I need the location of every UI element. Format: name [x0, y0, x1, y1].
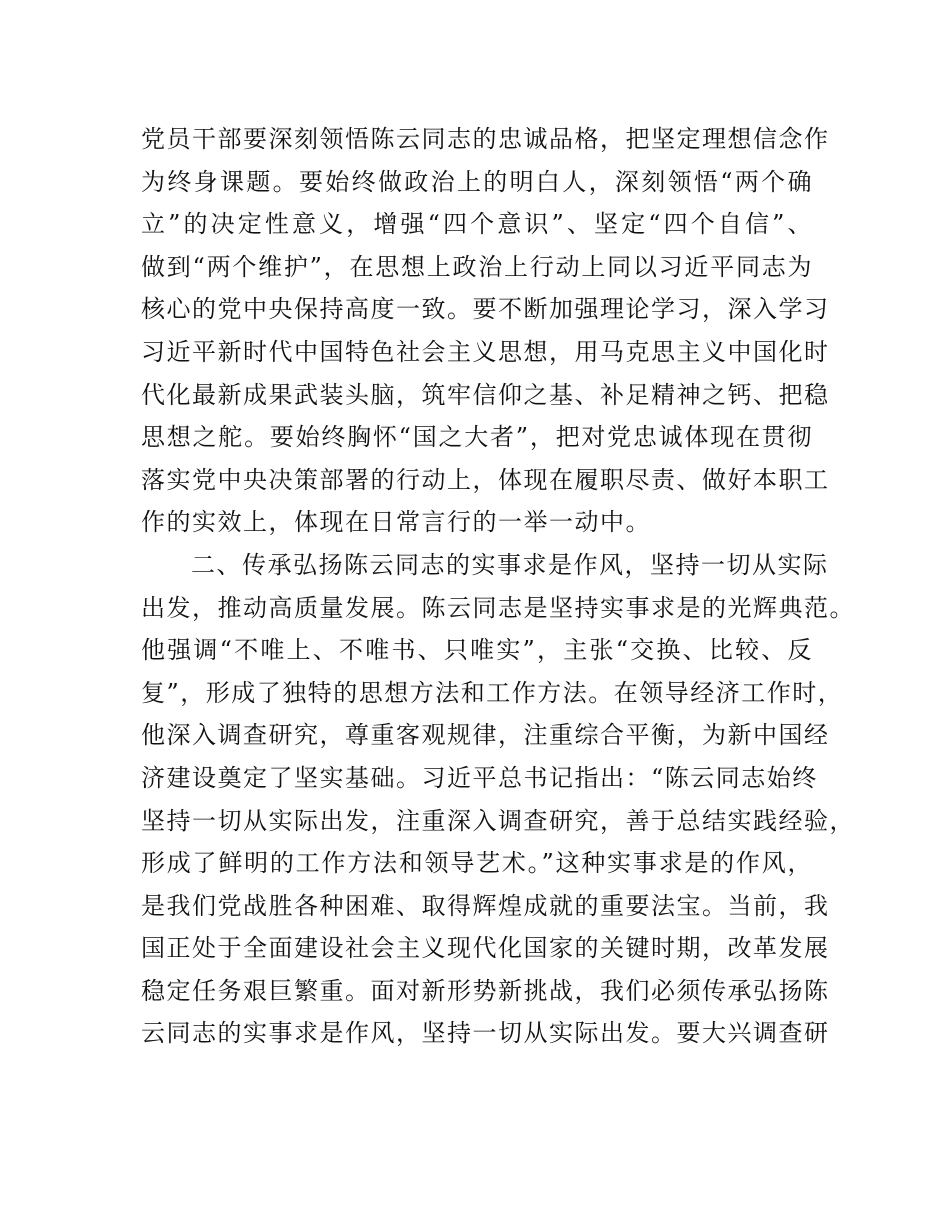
text-line: 党员干部要深刻领悟陈云同志的忠诚品格，把坚定理想信念作: [141, 125, 830, 153]
document-body: [141, 118, 855, 1055]
text-line: 作的实效上，体现在日常言行的一举一动中。: [141, 508, 651, 537]
text-line: 形成了鲜明的工作方法和领导艺术。”这种实事求是的作风，: [141, 849, 813, 878]
text-line: 立”的决定性意义，增强“四个意识”、坚定“四个自信”、: [141, 210, 813, 239]
text-line: 为终身课题。要始终做政治上的明白人，深刻领悟“两个确: [141, 167, 813, 196]
text-line: 稳定任务艰巨繁重。面对新形势新挑战，我们必须传承弘扬陈: [141, 976, 830, 1005]
text-line: 出发，推动高质量发展。陈云同志是坚持实事求是的光辉典范。: [141, 593, 855, 622]
text-line: 习近平新时代中国特色社会主义思想，用马克思主义中国化时: [141, 337, 830, 366]
paragraph-1: [141, 118, 830, 544]
text-line: 落实党中央决策部署的行动上，体现在履职尽责、做好本职工: [141, 465, 830, 494]
text-line: 他深入调查研究，尊重客观规律，注重综合平衡，为新中国经: [141, 721, 830, 750]
text-line: 做到“两个维护”，在思想上政治上行动上同以习近平同志为: [141, 252, 813, 281]
text-line: 云同志的实事求是作风，坚持一切从实际出发。要大兴调查研: [141, 1019, 830, 1048]
text-line: 坚持一切从实际出发，注重深入调查研究，善于总结实践经验，: [141, 806, 855, 835]
text-line: 思想之舵。要始终胸怀“国之大者”，把对党忠诚体现在贯彻: [141, 423, 813, 452]
text-line: 他强调“不唯上、不唯书、只唯实”，主张“交换、比较、反: [141, 636, 813, 665]
text-line: 复”，形成了独特的思想方法和工作方法。在领导经济工作时，: [141, 678, 844, 707]
text-line: 国正处于全面建设社会主义现代化国家的关键时期，改革发展: [141, 934, 830, 963]
text-line: 是我们党战胜各种困难、取得辉煌成就的重要法宝。当前，我: [141, 891, 830, 920]
text-line: 代化最新成果武装头脑，筑牢信仰之基、补足精神之钙、把稳: [141, 380, 830, 409]
text-line: 核心的党中央保持高度一致。要不断加强理论学习，深入学习: [141, 295, 830, 324]
section-heading-line: 二、传承弘扬陈云同志的实事求是作风，坚持一切从实际: [191, 550, 829, 579]
text-line: 济建设奠定了坚实基础。习近平总书记指出：“陈云同志始终: [141, 763, 818, 792]
paragraph-2: [141, 544, 855, 1055]
